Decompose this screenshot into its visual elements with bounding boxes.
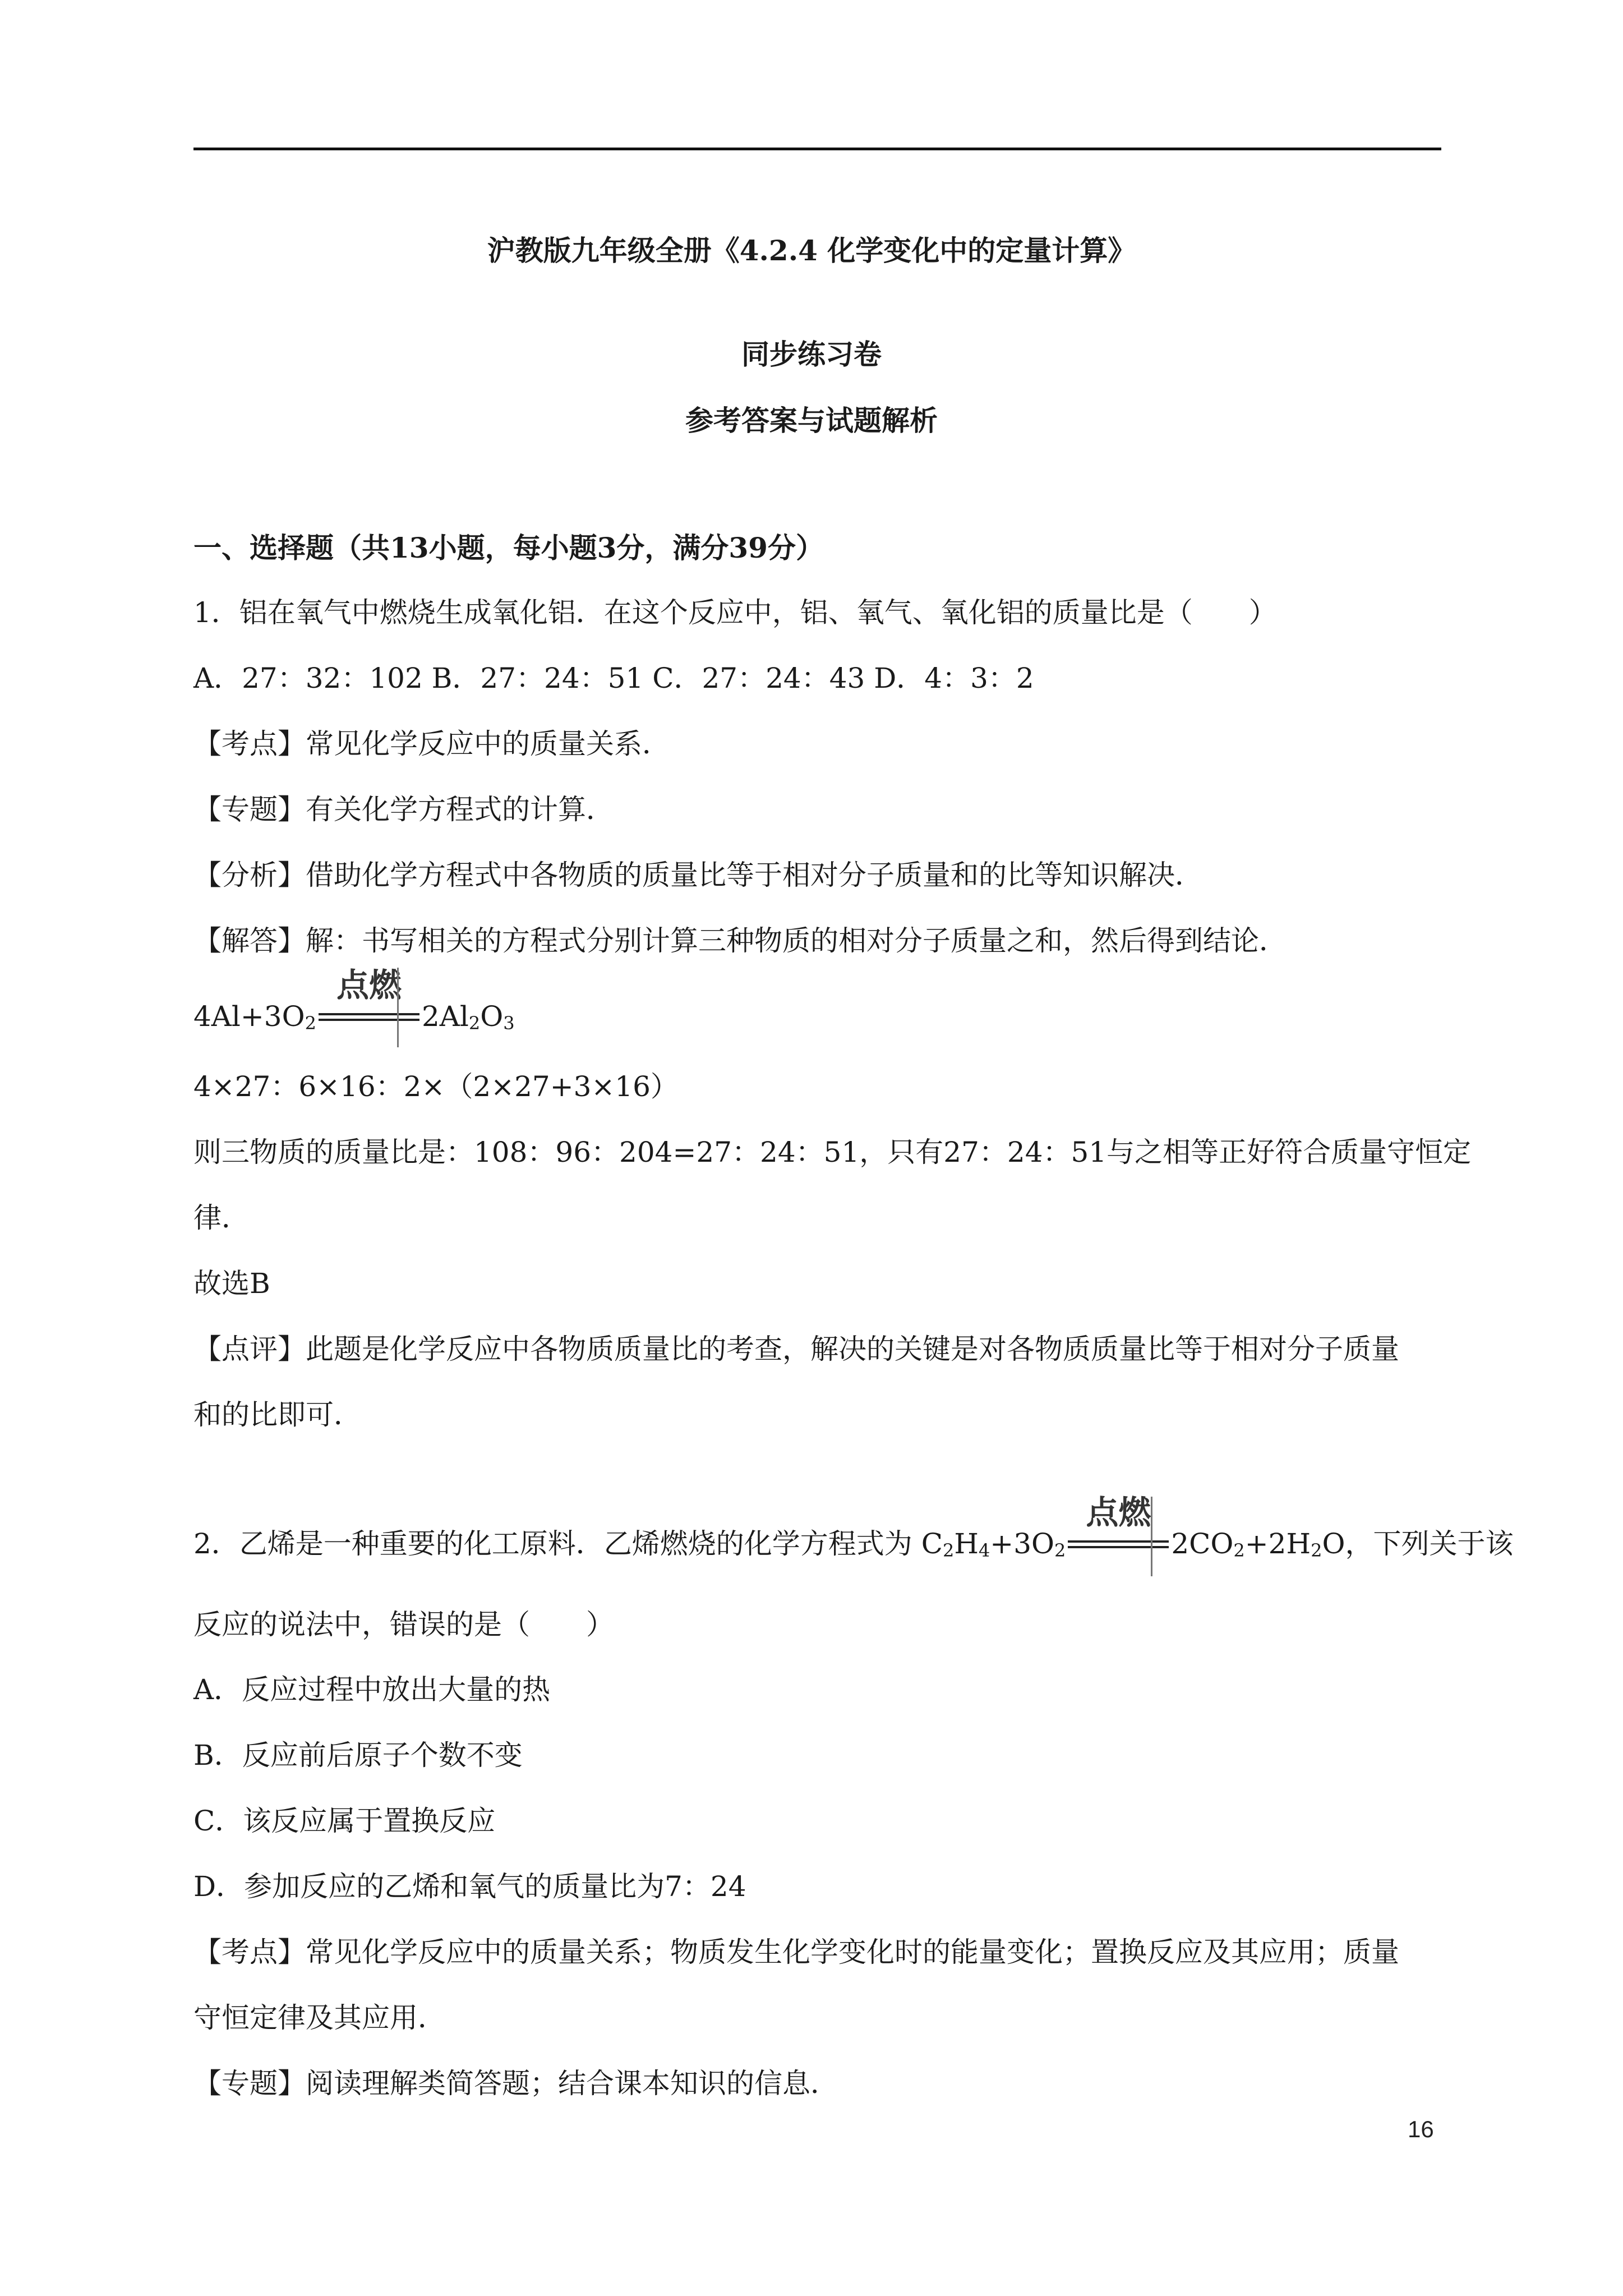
kaodian-text: 常见化学反应中的质量关系． xyxy=(306,728,670,760)
q2-option-b: B．反应前后原子个数不变 xyxy=(193,1739,523,1772)
q2-stem-text: 2CO xyxy=(1171,1527,1234,1560)
q2-stem-text: +3O xyxy=(990,1527,1054,1560)
equation-divider xyxy=(397,968,399,1047)
dianping-text: 此题是化学反应中各物质质量比的考查，解决的关键是对各物质质量比等于相对分子质量 xyxy=(306,1333,1399,1365)
reaction-condition xyxy=(1068,1493,1169,1562)
q2-stem-text: 2．乙烯是一种重要的化工原料．乙烯燃烧的化学方程式为 C xyxy=(193,1527,943,1560)
eq-product: O xyxy=(480,1000,504,1033)
eq-reactants: 4Al+3O xyxy=(193,1000,305,1033)
zhuanti-tag: 【专题】 xyxy=(193,793,306,826)
q1-zhuanti xyxy=(193,792,614,827)
eq-subscript: 2 xyxy=(1233,1540,1245,1561)
eq-subscript: 2 xyxy=(468,1013,481,1034)
q2-kaodian-cont: 守恒定律及其应用． xyxy=(193,2001,446,2034)
q2-stem xyxy=(193,1493,1514,1562)
section-heading: 一、选择题（共13小题，每小题3分，满分39分） xyxy=(193,531,824,564)
fenxi-text: 借助化学方程式中各物质的质量比等于相对分子质量和的比等知识解决． xyxy=(306,859,1203,891)
eq-subscript: 2 xyxy=(1054,1540,1066,1561)
q1-kaodian xyxy=(193,726,670,762)
eq-subscript: 2 xyxy=(1311,1540,1322,1561)
kaodian-text: 常见化学反应中的质量关系；物质发生化学变化时的能量变化；置换反应及其应用；质量 xyxy=(306,1936,1399,1968)
q1-jieda xyxy=(193,923,1287,959)
q1-stem: 1．铝在氧气中燃烧生成氧化铝．在这个反应中，铝、氧气、氧化铝的质量比是（ ） xyxy=(193,596,1277,629)
header-rule xyxy=(193,148,1441,150)
q1-calc: 4×27：6×16：2×（2×27+3×16） xyxy=(193,1070,679,1103)
q1-dianping xyxy=(193,1331,1399,1367)
eq-subscript: 2 xyxy=(942,1540,955,1561)
zhuanti-tag: 【专题】 xyxy=(193,2067,306,2100)
doc-section-title: 参考答案与试题解析 xyxy=(685,404,938,437)
condition-label: 点燃 xyxy=(336,966,402,1004)
fenxi-tag: 【分析】 xyxy=(193,859,306,891)
q1-options: A．27：32：102 B．27：24：51 C．27：24：43 D．4：3：2 xyxy=(193,662,1034,694)
q2-stem-text: H xyxy=(954,1527,979,1560)
q1-dianping-cont: 和的比即可． xyxy=(193,1398,362,1431)
jieda-tag: 【解答】 xyxy=(193,924,306,957)
condition-label: 点燃 xyxy=(1086,1493,1151,1531)
q2-kaodian xyxy=(193,1934,1399,1970)
q2-option-c: C．该反应属于置换反应 xyxy=(193,1805,496,1837)
q1-conclusion-cont: 律． xyxy=(193,1202,250,1234)
zhuanti-text: 有关化学方程式的计算． xyxy=(306,793,614,826)
kaodian-tag: 【考点】 xyxy=(193,1936,306,1968)
kaodian-tag: 【考点】 xyxy=(193,728,306,760)
q2-option-a: A．反应过程中放出大量的热 xyxy=(193,1673,551,1706)
q1-equation xyxy=(193,966,515,1034)
q1-answer: 故选B xyxy=(193,1267,270,1300)
zhuanti-text: 阅读理解类简答题；结合课本知识的信息． xyxy=(306,2067,838,2100)
jieda-text: 解：书写相关的方程式分别计算三种物质的相对分子质量之和，然后得到结论． xyxy=(306,924,1287,957)
q2-stem-text: +2H xyxy=(1244,1527,1311,1560)
eq-product: 2Al xyxy=(421,1000,469,1033)
doc-title: 沪教版九年级全册《4.2.4 化学变化中的定量计算》 xyxy=(487,234,1136,267)
q1-fenxi xyxy=(193,857,1203,893)
page-number: 16 xyxy=(1408,2116,1434,2142)
doc-subtitle: 同步练习卷 xyxy=(741,338,882,371)
q2-option-d: D．参加反应的乙烯和氧气的质量比为7：24 xyxy=(193,1870,746,1903)
q2-stem-text: O，下列关于该 xyxy=(1322,1527,1514,1560)
q2-stem-cont: 反应的说法中，错误的是（ ） xyxy=(193,1608,614,1641)
q2-zhuanti xyxy=(193,2065,838,2101)
eq-subscript: 4 xyxy=(978,1540,990,1561)
eq-subscript: 2 xyxy=(305,1013,316,1034)
q1-conclusion: 则三物质的质量比是：108：96：204=27：24：51，只有27：24：51与之相等正好符合质量守恒定 xyxy=(193,1136,1472,1168)
equation-divider xyxy=(1151,1497,1152,1576)
dianping-tag: 【点评】 xyxy=(193,1333,306,1365)
reaction-condition xyxy=(319,966,419,1034)
eq-subscript: 3 xyxy=(503,1013,515,1034)
